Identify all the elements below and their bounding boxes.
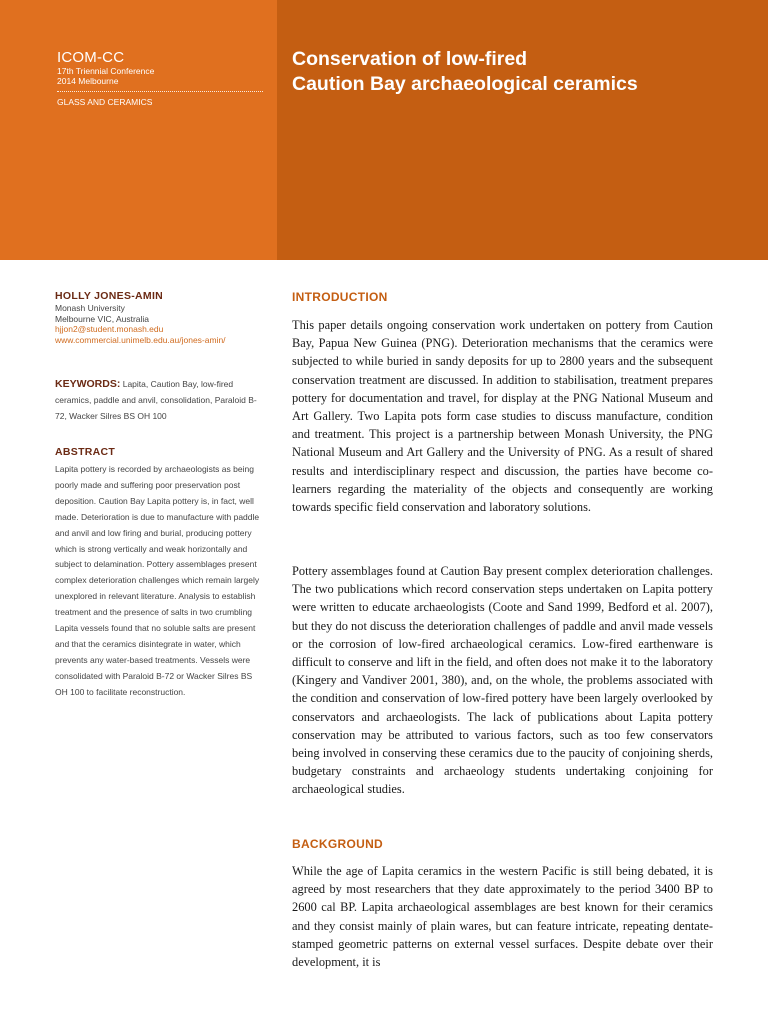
introduction-heading: INTRODUCTION <box>292 290 388 304</box>
author-block <box>55 290 264 345</box>
abstract-heading: ABSTRACT <box>55 446 116 458</box>
conference-edition: 17th Triennial Conference <box>57 66 155 76</box>
author-institution: Monash University <box>55 303 125 313</box>
paper-title-line2: Caution Bay archaeological ceramics <box>292 73 638 95</box>
header-banner-left <box>0 0 277 260</box>
background-paragraph-1: While the age of Lapita ceramics in the western Pacific is still being debated, it is agreed by most researchers that they date approximately to the period 3400 BP to 2600 cal BP. Lapita archaeological assemblages are best known for their ceramics and they consist mainly of plain wares, but can feature intricate, repeating dentate-stamped geometric patterns on external vessel surfaces. Despite debate over their development, it is <box>292 864 713 970</box>
paper-title-line1: Conservation of low-fired <box>292 48 528 70</box>
header-banner-right <box>277 0 768 260</box>
keywords-block <box>55 376 264 424</box>
dotted-divider <box>57 91 263 92</box>
keywords-text: Lapita, Caution Bay, low-fired ceramics, paddle and anvil, consolidation, Paraloid B-72, Wacker Silres BS OH 100 <box>55 379 257 421</box>
author-name: HOLLY JONES-AMIN <box>55 290 164 302</box>
abstract-text: Lapita pottery is recorded by archaeologists as being poorly made and suffering poor preservation post deposition. Caution Bay Lapita pottery is, in fact, well made. Deterioration is due to manufacture with paddle and anvil and low firing and burial, producing pottery which is strong vertically and weak horizontally and subject to delamination. Pottery assemblages present complex deterioration challenges which remain largely unexplored in relevant literature. Analysis to establish treatment and the presence of salts in two crumbling Lapita vessels found that no soluble salts are present and that the ceramics disintegrate in water, which prevents any water-based treatments. Vessels were consolidated with Paraloid B-72 or Wacker Silres BS OH 100 to facilitate reconstruction. <box>55 464 260 697</box>
introduction-paragraph-2: Pottery assemblages found at Caution Bay present complex deterioration challenges. The two publications which record conservation steps undertaken on Lapita pottery were written to educate archaeologists (Coote and Sand 1999, Bedford et al. 2007), but they do not discuss the deterioration challenges of paddle and anvil made vessels or the corrosion of low-fired archaeological ceramics. Low-fired earthenware is difficult to conserve and lift in the field, and often does not make it to the laboratory (Kingery and Vandiver 2001, 380), and, on the whole, the problems associated with the condition and conservation of low-fired pottery have been largely overlooked by conservators and archaeologists. The lack of publications about Lapita pottery conservation may be attributed to various factors, such as too few conservators being involved in conserving these ceramics due to the paucity of conjoining sherds, budgetary constraints and archaeology students undertaking conjoining for archaeological studies. <box>292 564 713 797</box>
keywords-label: KEYWORDS: <box>55 378 121 390</box>
introduction-paragraph-1: This paper details ongoing conservation work undertaken on pottery from Caution Bay, Papua New Guinea (PNG). Deterioration mechanisms that the ceramics were subjected to while buried in sandy deposits for up to 2800 years and the subsequent conservation treatment are discussed. In addition to stabilisation, treatment prepares pottery for documentation and travel, for display at the PNG National Museum and Art Gallery. Two Lapita pots form case studies to discuss manufacture, condition and treatment. This project is a partnership between Monash University, the PNG National Museum and Art Gallery and the University of PNG. As a result of shared results and interdisciplinary respect and discussion, the parties have become co-learners regarding the materiality of the objects and consequently are working towards specific field conservation and laboratory solutions. <box>292 318 713 515</box>
background-heading: BACKGROUND <box>292 837 383 851</box>
conference-section: GLASS AND CERAMICS <box>57 97 153 107</box>
author-location: Melbourne VIC, Australia <box>55 313 150 324</box>
conference-name: ICOM-CC <box>57 49 125 66</box>
conference-block <box>57 50 263 107</box>
author-email-link[interactable]: hjjon2@student.monash.edu <box>55 324 164 334</box>
conference-place: 2014 Melbourne <box>57 76 119 86</box>
paper-title <box>292 47 742 97</box>
author-website-link[interactable]: www.commercial.unimelb.edu.au/jones-amin/ <box>55 334 226 345</box>
